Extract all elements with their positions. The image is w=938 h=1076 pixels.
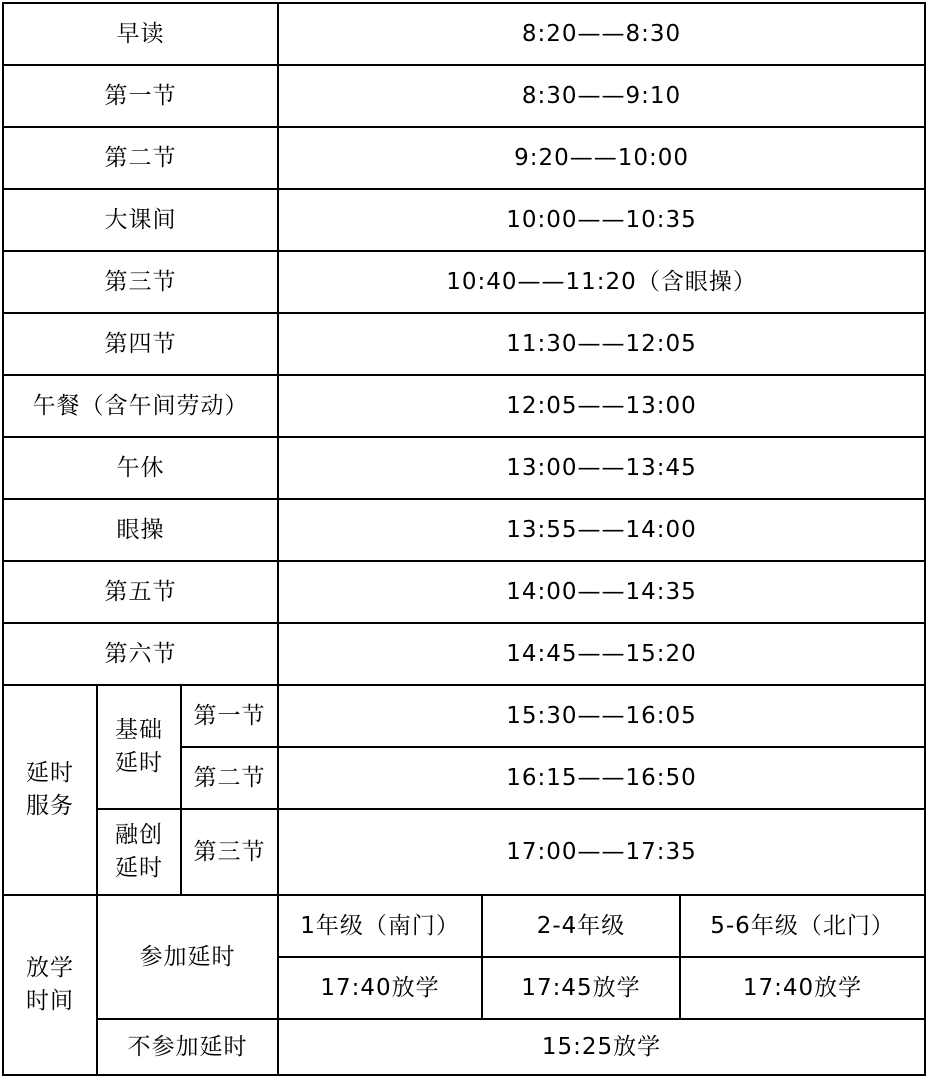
table-row [3, 127, 925, 189]
extended-service-label: 延时 服务 [3, 685, 97, 895]
session-period-cell: 第二节 [181, 747, 278, 809]
period-cell: 第三节 [3, 251, 278, 313]
basic-extended-label: 基础 延时 [97, 685, 181, 809]
table-row [3, 1019, 925, 1075]
period-cell: 午休 [3, 437, 278, 499]
session-time-cell: 15:30——16:05 [278, 685, 925, 747]
table-row [3, 313, 925, 375]
table-row [3, 499, 925, 561]
schedule-table [2, 2, 926, 1076]
time-cell: 10:40——11:20（含眼操） [278, 251, 925, 313]
grade-cell: 2-4年级 [482, 895, 680, 957]
time-cell: 12:05——13:00 [278, 375, 925, 437]
time-cell: 14:00——14:35 [278, 561, 925, 623]
period-cell: 第四节 [3, 313, 278, 375]
dismissal-time-cell: 17:45放学 [482, 957, 680, 1019]
time-cell: 13:55——14:00 [278, 499, 925, 561]
time-cell: 11:30——12:05 [278, 313, 925, 375]
session-period-cell: 第三节 [181, 809, 278, 895]
join-extended-label: 参加延时 [97, 895, 278, 1019]
dismissal-time-label: 放学 时间 [3, 895, 97, 1075]
table-row [3, 561, 925, 623]
table-row [3, 809, 925, 895]
period-cell: 第五节 [3, 561, 278, 623]
session-time-cell: 16:15——16:50 [278, 747, 925, 809]
table-row [3, 895, 925, 957]
period-cell: 第六节 [3, 623, 278, 685]
grade-cell: 5-6年级（北门） [680, 895, 925, 957]
table-row [3, 375, 925, 437]
time-cell: 13:00——13:45 [278, 437, 925, 499]
not-join-dismissal-time: 15:25放学 [278, 1019, 925, 1075]
period-cell: 午餐（含午间劳动） [3, 375, 278, 437]
innovation-extended-label: 融创 延时 [97, 809, 181, 895]
table-row [3, 251, 925, 313]
period-cell: 大课间 [3, 189, 278, 251]
table-row [3, 65, 925, 127]
not-join-extended-label: 不参加延时 [97, 1019, 278, 1075]
time-cell: 10:00——10:35 [278, 189, 925, 251]
table-row [3, 685, 925, 747]
table-row [3, 189, 925, 251]
schedule-container [2, 2, 926, 1076]
period-cell: 早读 [3, 3, 278, 65]
session-time-cell: 17:00——17:35 [278, 809, 925, 895]
time-cell: 14:45——15:20 [278, 623, 925, 685]
period-cell: 第一节 [3, 65, 278, 127]
grade-cell: 1年级（南门） [278, 895, 482, 957]
time-cell: 8:30——9:10 [278, 65, 925, 127]
dismissal-time-cell: 17:40放学 [680, 957, 925, 1019]
period-cell: 第二节 [3, 127, 278, 189]
session-period-cell: 第一节 [181, 685, 278, 747]
period-cell: 眼操 [3, 499, 278, 561]
table-row [3, 3, 925, 65]
table-row [3, 623, 925, 685]
time-cell: 8:20——8:30 [278, 3, 925, 65]
time-cell: 9:20——10:00 [278, 127, 925, 189]
dismissal-time-cell: 17:40放学 [278, 957, 482, 1019]
table-row [3, 437, 925, 499]
